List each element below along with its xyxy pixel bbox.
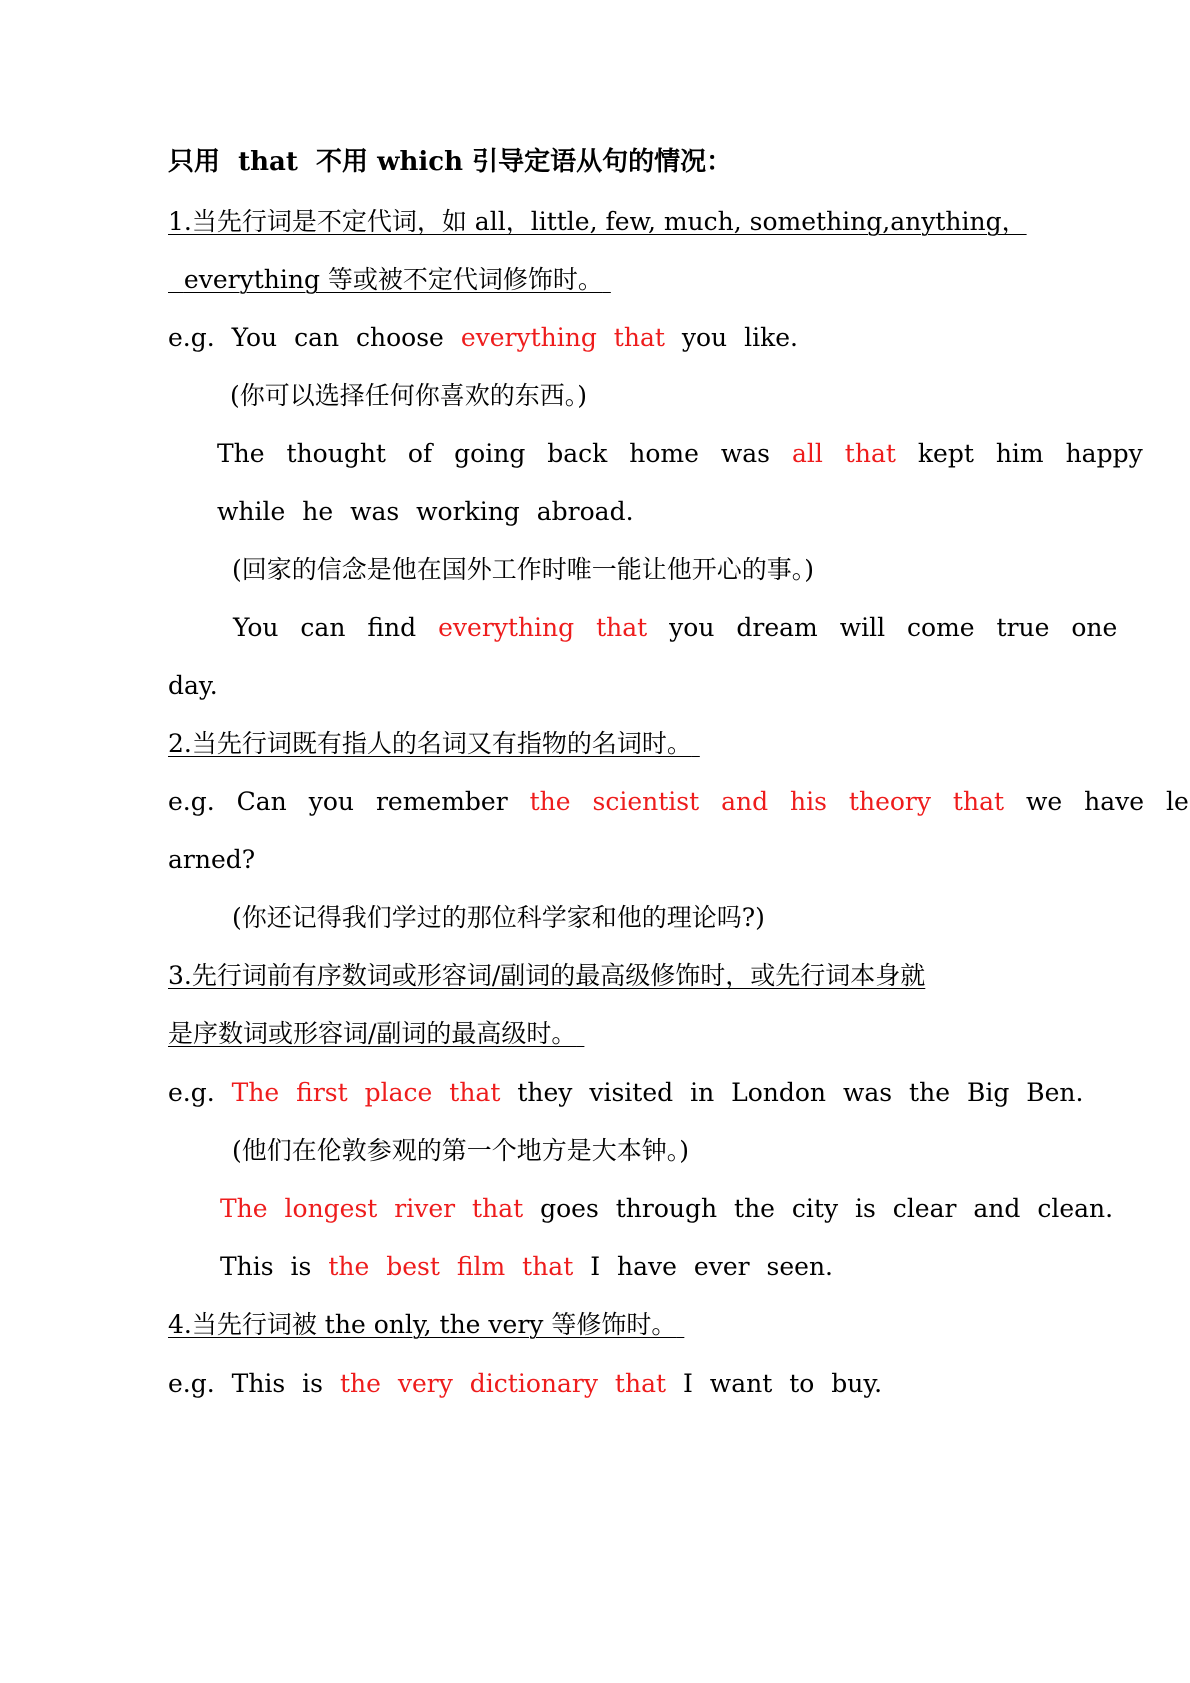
example-7-suffix: I have ever seen. xyxy=(590,1252,833,1281)
example-8-suffix: I want to buy. xyxy=(682,1369,883,1398)
rule-3-line-2-text: 是序数词或形容词/副词的最高级时。 xyxy=(168,1019,577,1048)
example-1-translation: (你可以选择任何你喜欢的东西。) xyxy=(230,381,588,410)
rule-2-text: 2.当先行词既有指人的名词又有指物的名词时。 xyxy=(168,729,692,758)
example-2 xyxy=(217,438,1143,470)
title-part-b: that xyxy=(238,147,298,177)
example-6 xyxy=(220,1193,1113,1225)
example-4-highlight: the scientist and his theory that xyxy=(529,787,1005,816)
example-5-translation: (他们在伦敦参观的第一个地方是大本钟。) xyxy=(232,1136,690,1165)
example-5-highlight: The first place that xyxy=(231,1078,501,1107)
example-2-highlight: all that xyxy=(791,439,896,468)
example-6-highlight: The longest river that xyxy=(220,1194,524,1223)
example-8 xyxy=(168,1368,882,1400)
example-4-suffix: we have le xyxy=(1025,787,1189,816)
example-3-line-2: day. xyxy=(168,671,218,700)
rule-3-line-2 xyxy=(168,1018,584,1050)
example-1-highlight: everything that xyxy=(460,323,665,352)
example-5-suffix: they visited in London was the Big Ben. xyxy=(517,1078,1084,1107)
example-5-prefix: e.g. xyxy=(168,1078,215,1107)
example-2-prefix: The thought of going back home was xyxy=(217,439,771,468)
example-7-highlight: the best film that xyxy=(328,1252,574,1281)
example-7-prefix: This is xyxy=(220,1252,312,1281)
page-title xyxy=(168,146,732,178)
example-3-suffix: you dream will come true one xyxy=(669,613,1118,642)
example-4-line-2: arned? xyxy=(168,845,256,874)
rule-4 xyxy=(168,1309,684,1341)
rule-3-line-1: 3.先行词前有序数词或形容词/副词的最高级修饰时，或先行词本身就 xyxy=(168,961,926,990)
rule-1-line-2-text: everything 等或被不定代词修饰时。 xyxy=(183,265,603,294)
rule-1-line-1: 1.当先行词是不定代词，如 all，little, few, much, something,anything， xyxy=(168,207,1027,236)
example-7 xyxy=(220,1251,833,1283)
example-8-prefix: e.g. This is xyxy=(168,1369,324,1398)
example-1-prefix: e.g. You can choose xyxy=(168,323,444,352)
example-3-highlight: everything that xyxy=(438,613,648,642)
example-2-line-2: while he was working abroad. xyxy=(217,497,634,526)
example-5 xyxy=(168,1077,1083,1109)
title-part-c: 不用 xyxy=(316,147,369,177)
title-part-a: 只用 xyxy=(168,147,221,177)
example-8-highlight: the very dictionary that xyxy=(339,1369,667,1398)
example-3 xyxy=(233,612,1117,644)
example-6-suffix: goes through the city is clear and clean. xyxy=(540,1194,1114,1223)
example-2-suffix: kept him happy xyxy=(917,439,1143,468)
example-4-translation: (你还记得我们学过的那位科学家和他的理论吗?) xyxy=(232,903,765,932)
example-2-translation: (回家的信念是他在国外工作时唯一能让他开心的事。) xyxy=(232,555,815,584)
rule-1-line-2 xyxy=(168,264,611,296)
rule-2 xyxy=(168,728,700,760)
example-1-suffix: you like. xyxy=(681,323,798,352)
example-3-prefix: You can find xyxy=(233,613,417,642)
example-4 xyxy=(168,786,1189,818)
example-4-prefix: e.g. Can you remember xyxy=(168,787,508,816)
title-part-e: 引导定语从句的情况： xyxy=(472,147,733,177)
title-part-d: which xyxy=(377,147,463,177)
example-1 xyxy=(168,322,798,354)
rule-4-text: 4.当先行词被 the only, the very 等修饰时。 xyxy=(168,1310,677,1339)
